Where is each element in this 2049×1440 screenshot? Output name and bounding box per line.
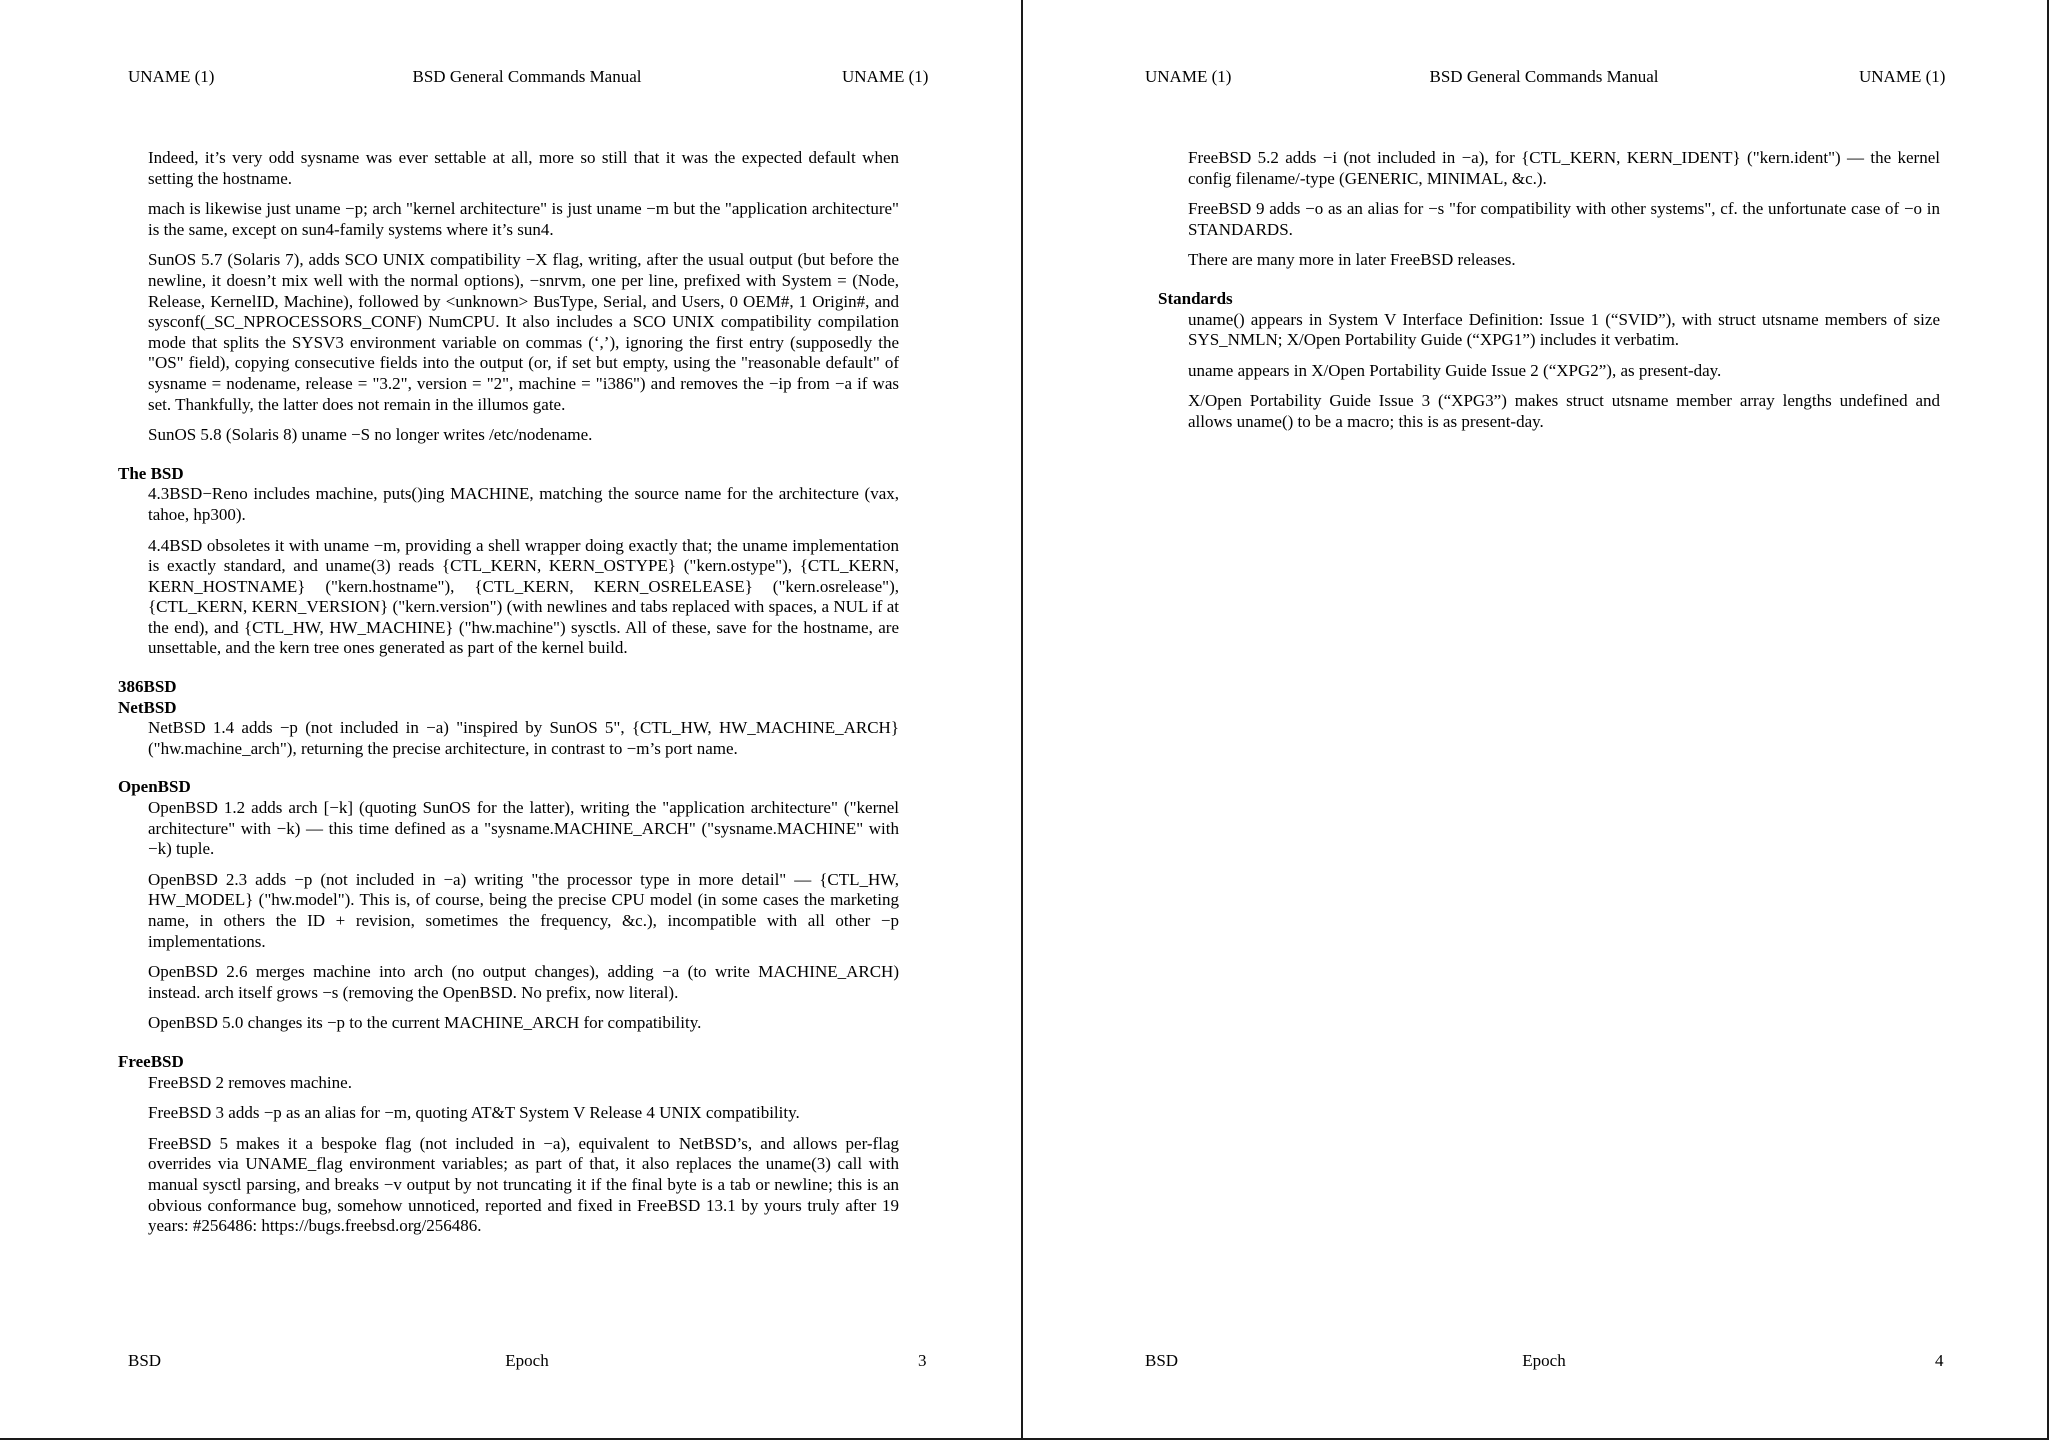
paragraph: Indeed, it’s very odd sysname was ever settable at all, more so still that it was the expected default when setting the hostname. <box>148 148 899 188</box>
page-number: 4 <box>1935 1351 1944 1370</box>
page-body <box>118 148 899 1237</box>
paragraph: OpenBSD 2.3 adds −p (not included in −a) writing "the processor type in more detail" — {CTL_HW, HW_MODEL} ("hw.model"). This is, of course, being the precise CPU model (in some cases the marketing name, in others the ID + revision, sometimes the frequency, &c.), incompatible with all other −p implementations. <box>148 869 899 951</box>
section-heading: FreeBSD <box>118 1051 184 1071</box>
paragraph: FreeBSD 3 adds −p as an alias for −m, quoting AT&T System V Release 4 UNIX compatibility. <box>148 1103 800 1123</box>
footer-center: Epoch <box>505 1351 549 1370</box>
section-heading: The BSD <box>118 463 184 483</box>
footer-left: BSD <box>1145 1351 1179 1370</box>
paragraph: OpenBSD 5.0 changes its −p to the current MACHINE_ARCH for compatibility. <box>148 1013 702 1033</box>
paragraph: NetBSD 1.4 adds −p (not included in −a) "inspired by SunOS 5", {CTL_HW, HW_MACHINE_ARCH} ("hw.machine_arch"), returning the precise architecture, in contrast to −m’s port name. <box>148 718 899 758</box>
paragraph: X/Open Portability Guide Issue 3 (“XPG3”) makes struct utsname member array lengths undefined and allows uname() to be a macro; this is as present-day. <box>1188 391 1940 431</box>
footer-left: BSD <box>128 1351 162 1370</box>
paragraph: OpenBSD 1.2 adds arch [−k] (quoting SunOS for the latter), writing the "application architecture" ("kernel architecture" with −k) — this time defined as a "sysname.MACHINE_ARCH" ("sysname.MACHINE" with −k) tuple. <box>148 798 899 859</box>
header-right: UNAME (1) <box>1859 67 1946 86</box>
header-center: BSD General Commands Manual <box>1429 67 1659 86</box>
paragraph: 4.3BSD−Reno includes machine, puts()ing MACHINE, matching the source name for the architecture (vax, tahoe, hp300). <box>148 484 899 524</box>
paragraph: FreeBSD 2 removes machine. <box>148 1072 352 1092</box>
paragraph: There are many more in later FreeBSD releases. <box>1188 250 1516 270</box>
paragraph: mach is likewise just uname −p; arch "kernel architecture" is just uname −m but the "application architecture" is the same, except on sun4-family systems where it’s sun4. <box>148 199 899 239</box>
paragraph: OpenBSD 2.6 merges machine into arch (no output changes), adding −a (to write MACHINE_ARCH) instead. arch itself grows −s (removing the OpenBSD. No prefix, now literal). <box>148 962 899 1002</box>
section-heading: Standards <box>1158 288 1233 308</box>
section-heading: OpenBSD <box>118 777 191 797</box>
paragraph: FreeBSD 5.2 adds −i (not included in −a), for {CTL_KERN, KERN_IDENT} ("kern.ident") — the kernel config filename/-type (GENERIC, MINIMAL, &c.). <box>1188 148 1940 188</box>
paragraph: uname appears in X/Open Portability Guide Issue 2 (“XPG2”), as present-day. <box>1188 360 1722 380</box>
header-right: UNAME (1) <box>842 67 929 86</box>
paragraph: SunOS 5.8 (Solaris 8) uname −S no longer writes /etc/nodename. <box>148 425 593 445</box>
header-left: UNAME (1) <box>1145 67 1232 86</box>
section-heading: 386BSD <box>118 677 177 697</box>
manual-page-4 <box>1023 0 2049 1440</box>
manual-page-3 <box>0 0 1021 1440</box>
header-center: BSD General Commands Manual <box>412 67 642 86</box>
paragraph: SunOS 5.7 (Solaris 7), adds SCO UNIX compatibility −X flag, writing, after the usual output (but before the newline, it doesn’t mix well with the normal options), −snrvm, one per line, prefixed with System = (Node, Release, KernelID, Machine), followed by <unknown> BusType, Serial, and Users, 0 OEM#, 1 Origin#, and sysconf(_SC_NPROCESSORS_CONF) NumCPU. It also includes a SCO UNIX compatibility compilation mode that splits the SYSV3 environment variable on commas (‘,’), ignoring the first entry (supposedly the "OS" field), copying consecutive fields into the output (or, if set but empty, using the "reasonable default" of sysname = nodename, release = "3.2", version = "2", machine = "i386") and removes the −ip from −a if was set. Thankfully, the latter does not remain in the illumos gate. <box>148 250 899 414</box>
paragraph: FreeBSD 5 makes it a bespoke flag (not included in −a), equivalent to NetBSD’s, and allows per-flag overrides via UNAME_flag environment variables; as part of that, it also replaces the uname(3) call with manual sysctl parsing, and breaks −v output by not truncating it if the final byte is a tab or newline; this is an obvious conformance bug, somehow unnoticed, reported and fixed in FreeBSD 13.1 by yours truly after 19 years: #256486: https://bugs.freebsd.org/256486. <box>148 1133 899 1236</box>
paragraph: 4.4BSD obsoletes it with uname −m, providing a shell wrapper doing exactly that; the uname implementation is exactly standard, and uname(3) reads {CTL_KERN, KERN_OSTYPE} ("kern.ostype"), {CTL_KERN, KERN_HOSTNAME} ("kern.hostname"), {CTL_KERN, KERN_OSRELEASE} ("kern.osrelease"), {CTL_KERN, KERN_VERSION} ("kern.version") (with newlines and tabs replaced with spaces, a NUL if at the end), and {CTL_HW, HW_MACHINE} ("hw.machine") sysctls. All of these, save for the hostname, are unsettable, and the kern tree ones generated as part of the kernel build. <box>148 535 899 658</box>
paragraph: FreeBSD 9 adds −o as an alias for −s "for compatibility with other systems", cf. the unfortunate case of −o in STANDARDS. <box>1188 199 1940 239</box>
footer-center: Epoch <box>1522 1351 1566 1370</box>
section-heading: NetBSD <box>118 697 177 717</box>
header-left: UNAME (1) <box>128 67 215 86</box>
page-body <box>1158 148 1940 433</box>
paragraph: uname() appears in System V Interface Definition: Issue 1 (“SVID”), with struct utsname members of size SYS_NMLN; X/Open Portability Guide (“XPG1”) includes it verbatim. <box>1188 309 1940 350</box>
page-number: 3 <box>918 1351 927 1370</box>
